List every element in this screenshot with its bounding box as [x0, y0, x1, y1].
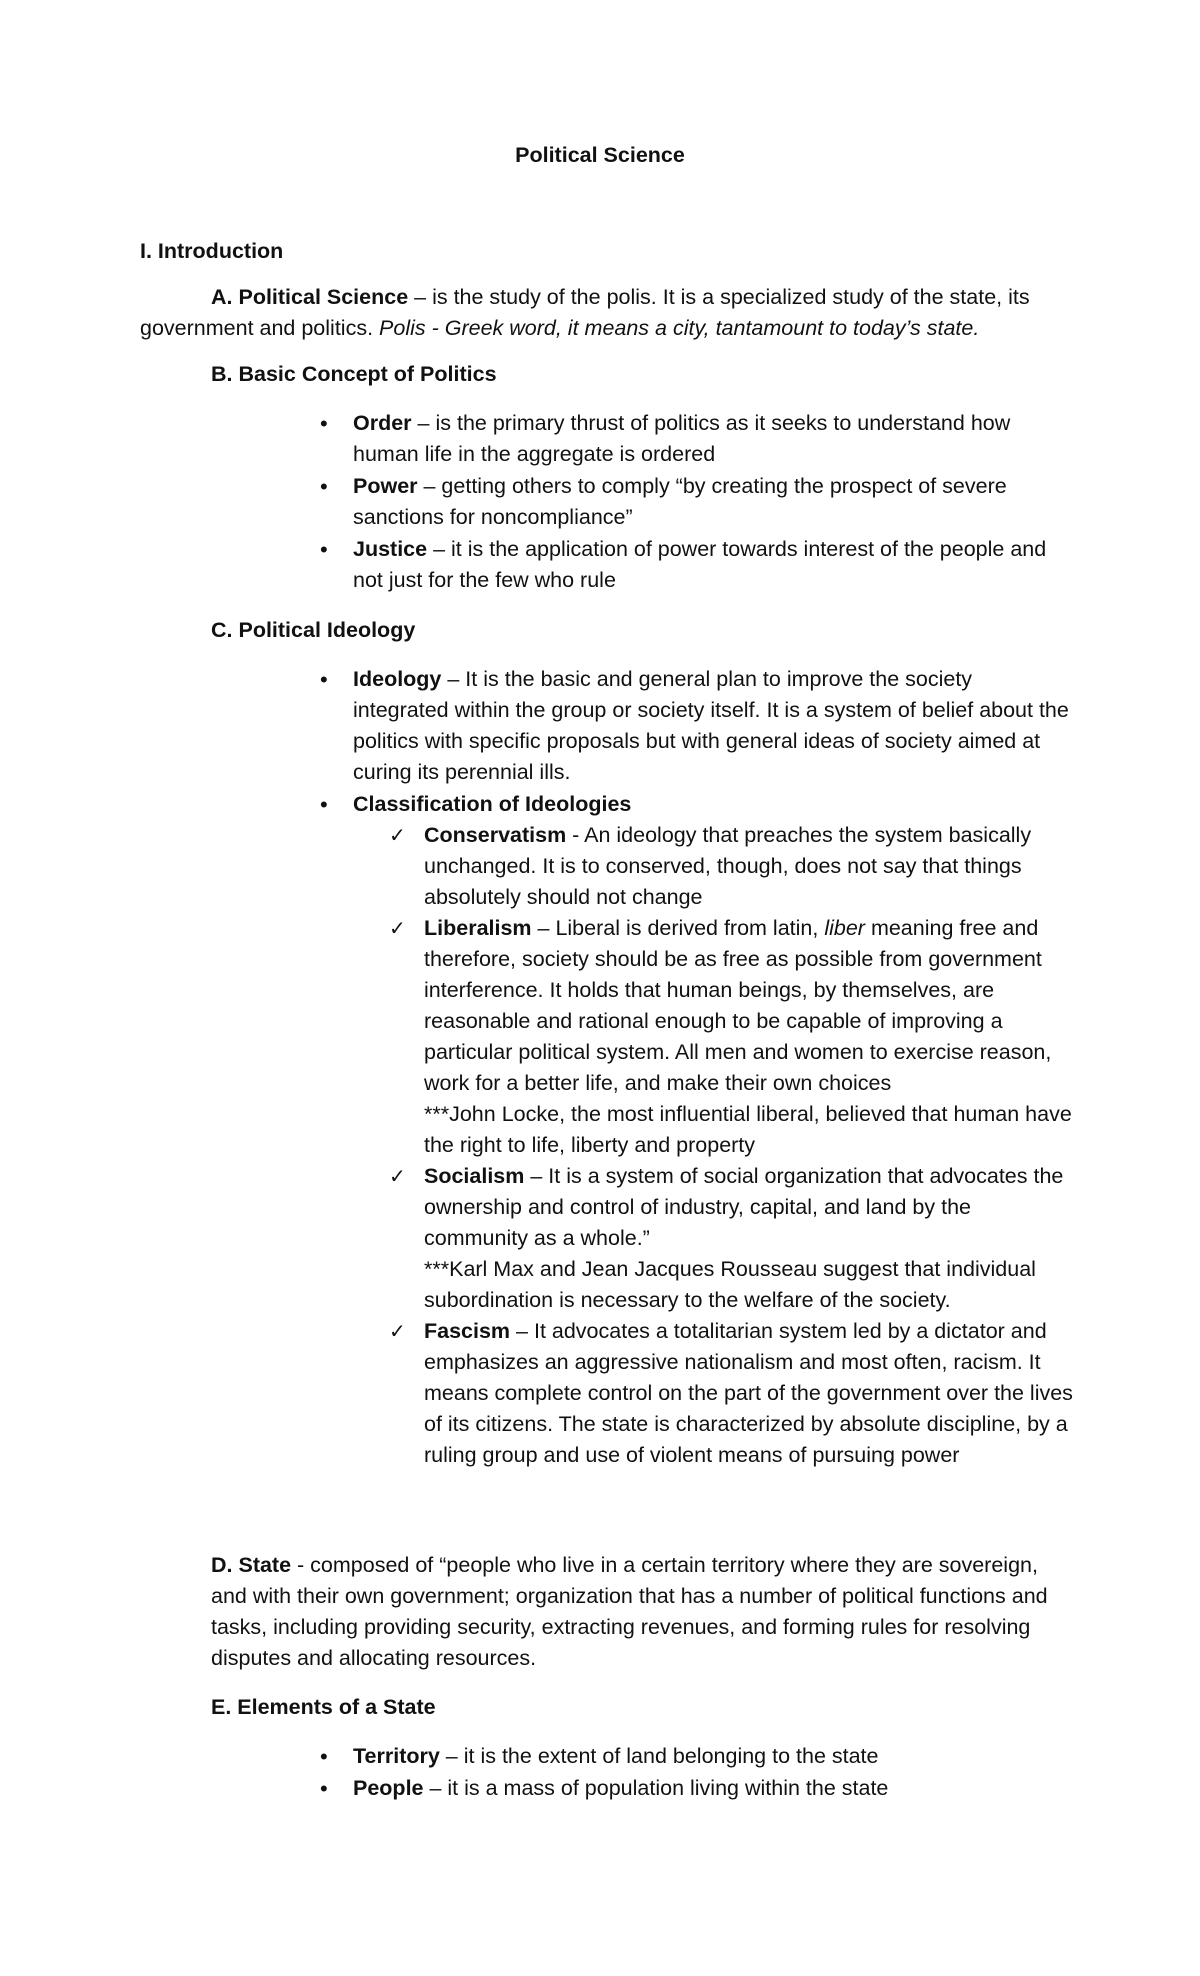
political-ideology-heading: C. Political Ideology	[211, 618, 416, 642]
state-definition: - composed of “people who live in a certain territory where they are sovereign, and with their own government; organization that has a number of political functions and tasks, including providing security, extracting revenues, and forming rules for resolving disputes and allocating resources.	[211, 1553, 1048, 1670]
political-science-paragraph	[140, 282, 1070, 344]
liberalism-text: – Liberal is derived from latin,	[531, 916, 825, 940]
list-item	[424, 1161, 1073, 1316]
list-item	[424, 913, 1073, 1161]
ideology-list	[353, 664, 1073, 1472]
list-item	[353, 471, 1073, 533]
list-item	[353, 789, 1073, 1471]
element-text: – it is the extent of land belonging to the state	[439, 1744, 879, 1768]
state-paragraph	[211, 1550, 1071, 1674]
element-text: – it is a mass of population living within the state	[423, 1776, 889, 1800]
concept-text: – getting others to comply “by creating the prospect of severe sanctions for noncompliance”	[353, 474, 1007, 529]
concept-term: Justice	[353, 537, 428, 561]
rousseau-note: ***Karl Max and Jean Jacques Rousseau suggest that individual subordination is necessary to the welfare of the society.	[424, 1257, 1036, 1312]
elements-of-state-heading: E. Elements of a State	[211, 1695, 436, 1719]
classification-heading: Classification of Ideologies	[353, 792, 632, 816]
page-title: Political Science	[515, 143, 685, 167]
classification-list	[424, 820, 1073, 1471]
list-item	[353, 664, 1073, 788]
state-term: D. State	[211, 1553, 292, 1577]
socialism-term: Socialism	[424, 1164, 525, 1188]
political-science-definition: – is the study of the polis. It is a specialized study of the state, its government and politics.	[140, 285, 1030, 340]
fascism-text: – It advocates a totalitarian system led by a dictator and emphasizes an aggressive nationalism and most often, racism. It means complete control on the part of the government over the lives of its citizens. The state is characterized by absolute discipline, by a ruling group and use of violent means of pursuing power	[424, 1319, 1073, 1467]
political-science-term: A. Political Science	[211, 285, 409, 309]
ideology-term: Ideology	[353, 667, 442, 691]
polis-note: Polis - Greek word, it means a city, tantamount to today’s state.	[379, 316, 980, 340]
list-item	[424, 820, 1073, 913]
list-item	[353, 1773, 1073, 1804]
liber-word: liber	[824, 916, 865, 940]
socialism-text: – It is a system of social organization that advocates the ownership and control of industry, capital, and land by the community as a whole.”	[424, 1164, 1064, 1250]
conservatism-term: Conservatism	[424, 823, 567, 847]
liberalism-term: Liberalism	[424, 916, 532, 940]
basic-concept-list	[353, 408, 1073, 597]
ideology-text: – It is the basic and general plan to improve the society integrated within the group or society itself. It is a system of belief about the politics with specific proposals but with general ideas of society aimed at curing its perennial ills.	[353, 667, 1069, 784]
concept-term: Power	[353, 474, 418, 498]
liberalism-text-cont: meaning free and therefore, society should be as free as possible from government interference. It holds that human beings, by themselves, are reasonable and rational enough to be capable of improving a particular political system. All men and women to exercise reason, work for a better life, and make their own choices	[424, 916, 1052, 1095]
list-item	[424, 1316, 1073, 1471]
element-term: People	[353, 1776, 424, 1800]
fascism-term: Fascism	[424, 1319, 511, 1343]
element-term: Territory	[353, 1744, 440, 1768]
elements-list	[353, 1741, 1073, 1805]
list-item	[353, 534, 1073, 596]
section-introduction-heading: I. Introduction	[140, 239, 284, 263]
concept-text: – is the primary thrust of politics as it seeks to understand how human life in the aggregate is ordered	[353, 411, 1011, 466]
concept-term: Order	[353, 411, 412, 435]
basic-concept-heading: B. Basic Concept of Politics	[211, 362, 497, 386]
conservatism-text: - An ideology that preaches the system basically unchanged. It is to conserved, though, does not say that things absolutely should not change	[424, 823, 1032, 909]
john-locke-note: ***John Locke, the most influential liberal, believed that human have the right to life, liberty and property	[424, 1102, 1072, 1157]
concept-text: – it is the application of power towards interest of the people and not just for the few who rule	[353, 537, 1047, 592]
list-item	[353, 408, 1073, 470]
list-item	[353, 1741, 1073, 1772]
